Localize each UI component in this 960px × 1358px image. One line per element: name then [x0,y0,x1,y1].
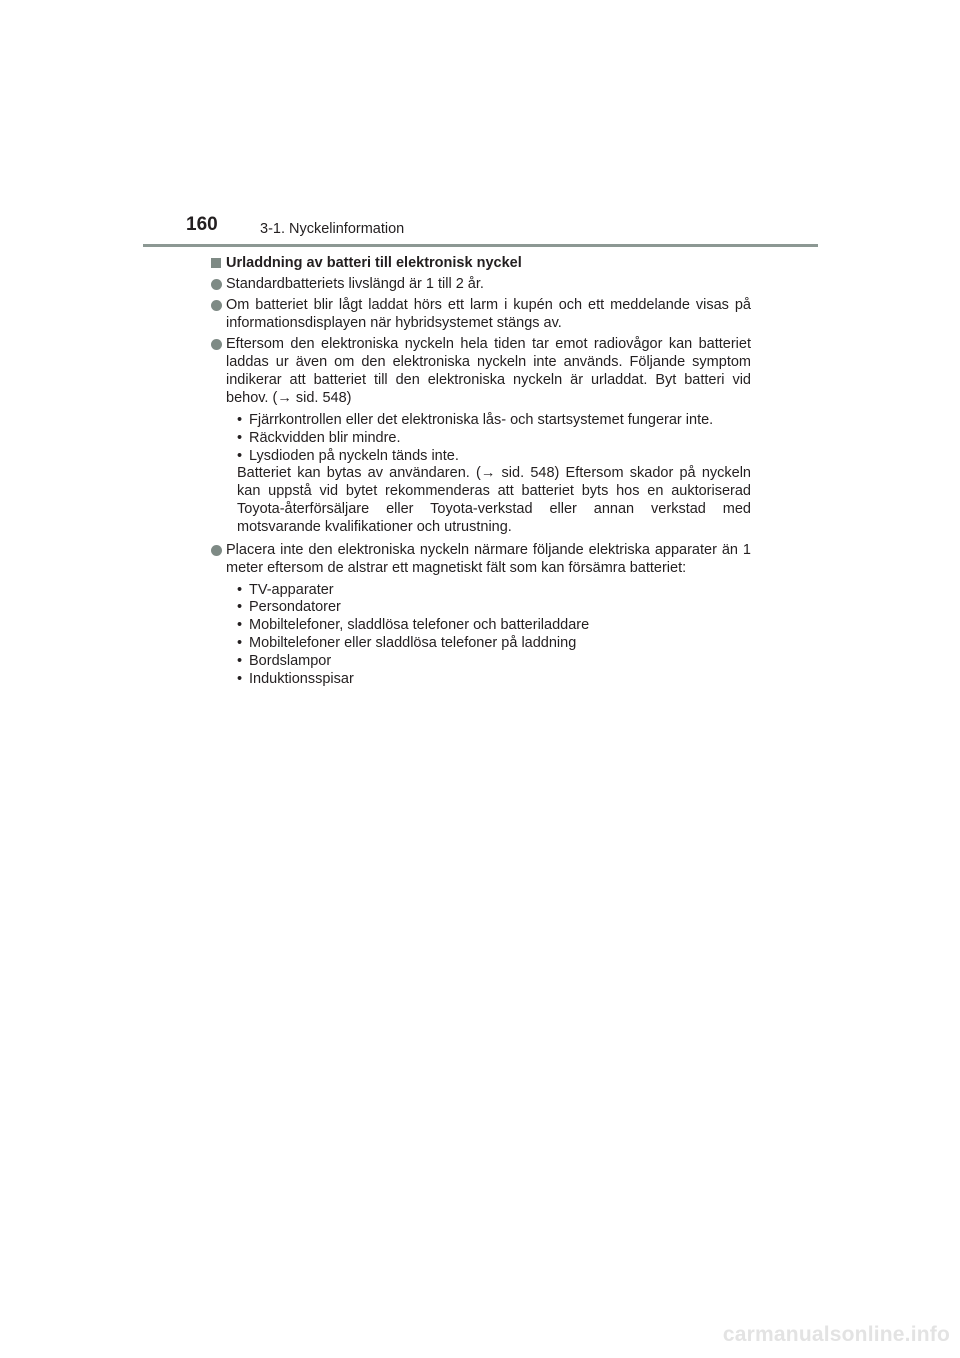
list-bullet: • [237,670,243,687]
circle-bullet-icon [211,545,222,556]
watermark: carmanualsonline.info [722,1323,950,1346]
bullet-text: Standardbatteriets livslängd är 1 till 2 år. [226,276,484,292]
list-item: • Bordslampor [237,652,332,669]
circle-bullet-icon [211,279,222,290]
page-header [0,0,960,250]
list-bullet: • [237,617,243,634]
page-content [211,254,751,688]
list-bullet: • [237,447,243,464]
circle-bullet-icon [211,339,222,350]
circle-bullet-icon [211,300,222,311]
list-item: • Lysdioden på nyckeln tänds inte. [237,447,459,464]
bullet-text: Om batteriet blir lågt laddat hörs ett larm i kupén och ett meddelande visas på informationsdisplayen när hybridsystemet stängs av. [226,297,751,331]
list-item: • Induktionsspisar [237,670,354,687]
bullet-text: Placera inte den elektroniska nyckeln närmare följande elektriska apparater än 1 meter eftersom de alstrar ett magnetiskt fält som kan försämra batteriet: [226,541,751,576]
list-item: • Fjärrkontrollen eller det elektroniska lås- och startsystemet fungerar inte. [237,412,714,428]
square-bullet-icon [211,258,221,268]
list-bullet: • [237,581,243,598]
page-number: 160 [186,214,218,235]
list-bullet: • [237,412,243,428]
bullet-text: Eftersom den elektroniska nyckeln hela tiden tar emot radiovågor kan batteriet laddas ur även om den elektroniska nyckeln inte används. Följande symptom indikerar att batteriet till den elektroniska nyckeln är urladdat. Byt batteri vid behov. ( [226,336,751,406]
section-title: 3-1. Nyckelinformation [260,221,405,237]
symptom-list [211,412,751,465]
arrow-symbol: → [480,465,496,482]
list-item: • Mobiltelefoner, sladdlösa telefoner och batteriladdare [237,617,590,634]
list-bullet: • [237,599,243,616]
bullet-item [211,335,751,407]
appliance-list [211,582,751,689]
list-item: • TV-apparater [237,581,334,598]
list-item: • Mobiltelefoner eller sladdlösa telefoner på laddning [237,634,577,651]
arrow-symbol: → [277,390,292,406]
section-heading [211,254,751,272]
list-bullet: • [237,652,243,669]
battery-note: Batteriet kan bytas av användaren. (→ sid. 548) Eftersom skador på nyckeln kan uppstå vid bytet rekommenderas att batteriet byts hos en auktoriserad Toyota-återförsäljare eller Toyota-verkstad eller annan verkstad med motsvarande kvalifikationer och utrustning. [237,465,751,535]
list-item: • Persondatorer [237,599,341,616]
bullet-item [211,275,751,293]
list-bullet: • [237,634,243,651]
bullet-item [211,541,751,577]
list-item: • Räckvidden blir mindre. [237,429,401,446]
section-heading-text: Urladdning av batteri till elektronisk nyckel [226,255,522,271]
bullet-item [211,296,751,332]
list-bullet: • [237,429,243,446]
page-reference: sid. 548) [291,390,352,406]
header-divider [143,244,818,247]
